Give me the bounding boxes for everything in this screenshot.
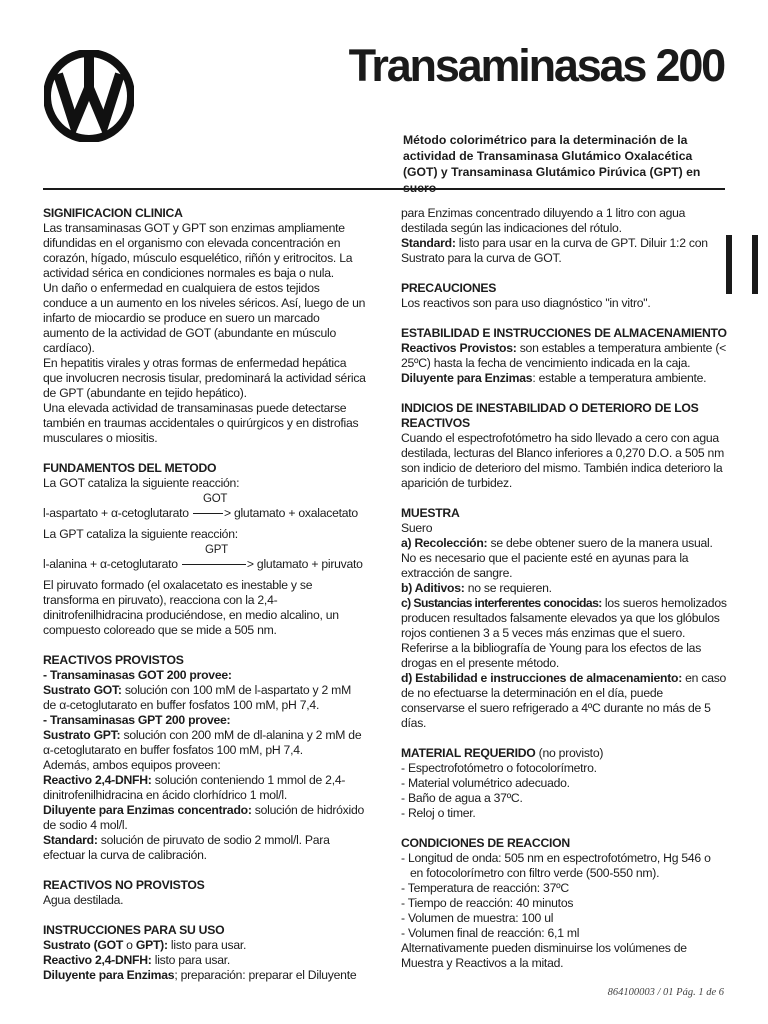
- section-continuation: [401, 206, 727, 266]
- heading-note: (no provisto): [535, 746, 604, 760]
- kit-line: - Transaminasas GOT 200 provee:: [43, 668, 232, 682]
- term-label: Sustrato GPT:: [43, 728, 121, 742]
- paragraph: [43, 773, 367, 803]
- term-text: listo para usar.: [167, 938, 247, 952]
- reaction-substrates: l-alanina + α-cetoglutarato: [43, 557, 178, 571]
- section-condiciones-reaccion: [401, 836, 727, 971]
- section-heading: [401, 746, 727, 761]
- term-label: Reactivos Provistos:: [401, 341, 517, 355]
- paragraph: Un daño o enfermedad en cualquiera de estos tejidos conduce a un aumento en los niveles séricos. Así, luego de un infarto de miocardio se produce en suero un marcado aumento de la actividad de GOT (abundante en músculo cardíaco).: [43, 281, 366, 355]
- term-text: : estable a temperatura ambiente.: [532, 371, 707, 385]
- paragraph: [401, 581, 727, 596]
- wiener-w-logo-icon: [44, 50, 134, 142]
- margin-bars-icon: [726, 235, 760, 294]
- paragraph: [43, 968, 367, 983]
- page-footer: 864100003 / 01 Pág. 1 de 6: [607, 987, 724, 998]
- list-item: - Longitud de onda: 505 nm en espectrofotómetro, Hg 546 o: [401, 851, 711, 865]
- paragraph: Además, ambos equipos proveen:: [43, 758, 221, 772]
- list-item: - Temperatura de reacción: 37ºC: [401, 881, 569, 895]
- heading-text: MATERIAL REQUERIDO: [401, 746, 536, 760]
- document-title: Transaminasas 200: [348, 40, 724, 91]
- term-text: los sueros hemolizados producen resultados falsamente elevados ya que los glóbulos rojos contienen 3 a 5 veces más enzimas que el suero.: [401, 596, 727, 640]
- section-reactivos-no-provistos: [43, 878, 367, 908]
- paragraph: [43, 683, 367, 713]
- section-heading: CONDICIONES DE REACCION: [401, 836, 570, 850]
- term-label: GPT):: [135, 938, 168, 952]
- paragraph: [43, 938, 367, 953]
- term-text: no se requieren.: [464, 581, 552, 595]
- term-text: solución de hidróxido de sodio 4 mol/l.: [43, 803, 365, 832]
- paragraph: Una elevada actividad de transaminasas puede detectarse también en traumas accidentales o quirúrgicos y en distrofias musculares o miositis.: [43, 401, 359, 445]
- term-label: c) Sustancias interferentes conocidas:: [401, 596, 602, 610]
- left-column: [43, 206, 367, 998]
- section-heading: REACTIVOS PROVISTOS: [43, 653, 184, 667]
- list-item: - Reloj o timer.: [401, 806, 476, 820]
- header-divider: [43, 188, 725, 190]
- paragraph: [401, 671, 727, 731]
- term-text: en caso de no efectuarse la determinación en el día, puede conservarse el suero refrigerado a 4ºC durante no más de 5 días.: [401, 671, 727, 730]
- paragraph: [401, 536, 727, 581]
- term-label: Sustrato GOT:: [43, 683, 122, 697]
- paragraph: La GOT cataliza la siguiente reacción:: [43, 476, 240, 490]
- reaction-arrow-icon: [193, 513, 223, 514]
- term-label: Reactivo 2,4-DNFH:: [43, 773, 152, 787]
- term-text: ; preparación: preparar el Diluyente: [174, 968, 357, 982]
- term-text: se debe obtener suero de la manera usual. No es necesario que el paciente esté en ayunas para la extracción de sangre.: [401, 536, 713, 580]
- section-significacion-clinica: [43, 206, 367, 446]
- reaction-products: > glutamato + oxalacetato: [223, 506, 358, 520]
- term-label: Diluyente para Enzimas: [401, 371, 533, 385]
- section-indicios: [401, 401, 727, 491]
- paragraph: [401, 236, 727, 266]
- paragraph: Los reactivos son para uso diagnóstico "in vitro".: [401, 296, 651, 310]
- term-text: solución con 200 mM de dl-alanina y 2 mM de α-cetoglutarato en buffer fosfatos 100 mM, pH 7,4.: [43, 728, 362, 757]
- term-text: listo para usar.: [151, 953, 231, 967]
- section-fundamentos: [43, 461, 367, 638]
- term-label: Diluyente para Enzimas concentrado:: [43, 803, 252, 817]
- section-heading: ESTABILIDAD E INSTRUCCIONES DE ALMACENAMIENTO: [401, 326, 727, 340]
- reaction-enzyme-label: GOT: [203, 493, 228, 505]
- term-label: Sustrato (GOT: [43, 938, 124, 952]
- paragraph: Las transaminasas GOT y GPT son enzimas ampliamente difundidas en el organismo con elevada concentración en corazón, hígado, músculo esquelético, riñón y eritrocitos. La actividad sérica en condiciones normales es baja o nula.: [43, 221, 353, 280]
- list-item: - Baño de agua a 37ºC.: [401, 791, 523, 805]
- paragraph: Agua destilada.: [43, 893, 124, 907]
- section-heading: FUNDAMENTOS DEL METODO: [43, 461, 217, 475]
- paragraph: Suero: [401, 521, 433, 535]
- term-label: a) Recolección:: [401, 536, 488, 550]
- paragraph: [43, 953, 367, 968]
- paragraph: [401, 371, 727, 386]
- section-precauciones: [401, 281, 727, 311]
- term-label: d) Estabilidad e instrucciones de almacenamiento:: [401, 671, 683, 685]
- term-label: b) Aditivos:: [401, 581, 465, 595]
- reaction-products: > glutamato + piruvato: [246, 557, 363, 571]
- section-muestra: [401, 506, 727, 731]
- list-item: - Tiempo de reacción: 40 minutos: [401, 896, 574, 910]
- paragraph: para Enzimas concentrado diluyendo a 1 litro con agua destilada según las indicaciones del rótulo.: [401, 206, 686, 235]
- term-label: Reactivo 2,4-DNFH:: [43, 953, 152, 967]
- term-text: solución con 100 mM de l-aspartato y 2 mM de α-cetoglutarato en buffer fosfatos 100 mM, pH 7,4.: [43, 683, 351, 712]
- list-item: - Material volumétrico adecuado.: [401, 776, 570, 790]
- list-item: - Espectrofotómetro o fotocolorímetro.: [401, 761, 597, 775]
- list-item: - Volumen final de reacción: 6,1 ml: [401, 926, 580, 940]
- section-material-requerido: [401, 746, 727, 821]
- term-label: Standard:: [43, 833, 98, 847]
- right-column: [401, 206, 727, 986]
- section-heading: INSTRUCCIONES PARA SU USO: [43, 923, 225, 937]
- reaction-gpt: [43, 544, 367, 572]
- paragraph: Alternativamente pueden disminuirse los volúmenes de Muestra y Reactivos a la mitad.: [401, 941, 687, 970]
- list-item: en fotocolorímetro con filtro verde (500-550 nm).: [410, 866, 660, 880]
- paragraph: [43, 833, 367, 863]
- paragraph: La GPT cataliza la siguiente reacción:: [43, 527, 238, 541]
- section-heading: PRECAUCIONES: [401, 281, 497, 295]
- kit-line: - Transaminasas GPT 200 provee:: [43, 713, 231, 727]
- section-heading: SIGNIFICACION CLINICA: [43, 206, 183, 220]
- reaction-substrates: l-aspartato + α-cetoglutarato: [43, 506, 189, 520]
- paragraph: En hepatitis virales y otras formas de enfermedad hepática que involucren necrosis tisular, predominará la actividad sérica de GPT (abundante en tejido hepático).: [43, 356, 366, 400]
- paragraph: [401, 341, 727, 371]
- term-label: Diluyente para Enzimas: [43, 968, 175, 982]
- paragraph: [401, 596, 727, 641]
- term-connector: o: [123, 938, 136, 952]
- paragraph: [43, 728, 367, 758]
- section-heading: REACTIVOS NO PROVISTOS: [43, 878, 205, 892]
- term-text: solución de piruvato de sodio 2 mmol/l. Para efectuar la curva de calibración.: [43, 833, 330, 862]
- section-heading: MUESTRA: [401, 506, 460, 520]
- section-instrucciones: [43, 923, 367, 983]
- paragraph: Cuando el espectrofotómetro ha sido llevado a cero con agua destilada, lecturas del Blanco inferiores a 0,270 D.O. a 505 nm son indicio de deterioro del mismo. También indica deterioro la aparición de turbidez.: [401, 431, 724, 490]
- paragraph: [43, 803, 367, 833]
- section-estabilidad: [401, 326, 727, 386]
- document-subtitle: Método colorimétrico para la determinación de la actividad de Transaminasa Glutámico Oxalacética (GOT) y Transaminasa Glutámico Pirúvica (GPT) en: [403, 133, 701, 179]
- section-heading: INDICIOS DE INESTABILIDAD O DETERIORO DE LOS REACTIVOS: [401, 401, 699, 430]
- term-text: listo para usar en la curva de GPT. Diluir 1:2 con Sustrato para la curva de GOT.: [401, 236, 708, 265]
- paragraph: El piruvato formado (el oxalacetato es inestable y se transforma en piruvato), reacciona con la 2,4-dinitrofenilhidracina produciéndose, en medio alcalino, un compuesto coloreado que se mide a 505 nm.: [43, 578, 339, 637]
- paragraph: Referirse a la bibliografía de Young para los efectos de las drogas en el presente método.: [401, 641, 702, 670]
- reaction-enzyme-label: GPT: [205, 544, 228, 556]
- reaction-arrow-icon: [182, 564, 246, 565]
- term-text: son estables a temperatura ambiente (< 25ºC) hasta la fecha de vencimiento indicada en la caja.: [401, 341, 726, 370]
- section-reactivos-provistos: [43, 653, 367, 863]
- term-text: solución conteniendo 1 mmol de 2,4-dinitrofenilhidracina en ácido clorhídrico 1 mol/l.: [43, 773, 346, 802]
- list-item: - Volumen de muestra: 100 ul: [401, 911, 554, 925]
- term-label: Standard:: [401, 236, 456, 250]
- reaction-got: [43, 493, 367, 521]
